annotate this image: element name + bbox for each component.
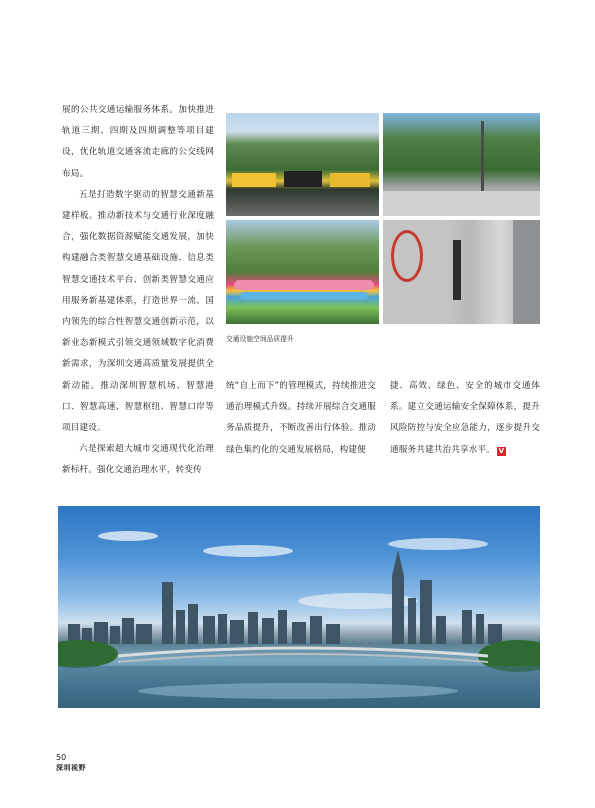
photo-colorful-walkway — [226, 220, 379, 324]
photo-grid — [226, 113, 540, 324]
photo-bus-stop — [226, 113, 379, 216]
body-column-1 — [62, 100, 214, 482]
body-column-3 — [390, 376, 540, 461]
paragraph — [390, 376, 540, 461]
paragraph-text: 捷、高效、绿色、安全的城市交通体系。建立交通运输安全保障体系，提升风险防控与安全应急能力，逐步提升交通服务共建共治共享水平。 — [390, 381, 540, 455]
magazine-logo: 深圳视野 — [56, 763, 86, 772]
paragraph: 统“自上而下”的管理模式，持续推进交通治理模式升级。持续开展综合交通服务品质提升，不断改善出行体验。推动绿色集约化的交通发展格局，构建便 — [226, 381, 376, 455]
body-column-2 — [226, 376, 376, 461]
photo-bicycle-path — [383, 220, 540, 324]
end-mark-icon: V — [498, 446, 505, 455]
page-number: 50 — [56, 753, 67, 762]
paragraph: 五是打造数字驱动的智慧交通新基建样板。推动新技术与交通行业深度融合，强化数据资源赋能交通发展，加快构建融合类智慧交通基础设施、信息类智慧交通技术平台、创新类智慧交通应用服务新基建体系，打造世界一流、国内领先的综合性智慧交通创新示范，以新业态新模式引领交通领域数字化消费新需求，为深圳交通高质量发展提供全新动能。推动深圳智慧机场、智慧港口、智慧高速、智慧枢纽、智慧口岸等项目建设。 — [62, 189, 214, 434]
paragraph: 展的公共交通运输服务体系。加快推进轨道三期、四期及四期调整等项目建设，优化轨道交通客流走廊的公交线网布局。 — [62, 105, 214, 179]
photo-city-skyline-panorama — [58, 506, 540, 708]
paragraph: 六是探索超大城市交通现代化治理新标杆。强化交通治理水平，转变传 — [62, 444, 214, 476]
photo-street-trees — [383, 113, 540, 216]
photo-caption: 交通设施空间品质提升 — [226, 335, 294, 343]
